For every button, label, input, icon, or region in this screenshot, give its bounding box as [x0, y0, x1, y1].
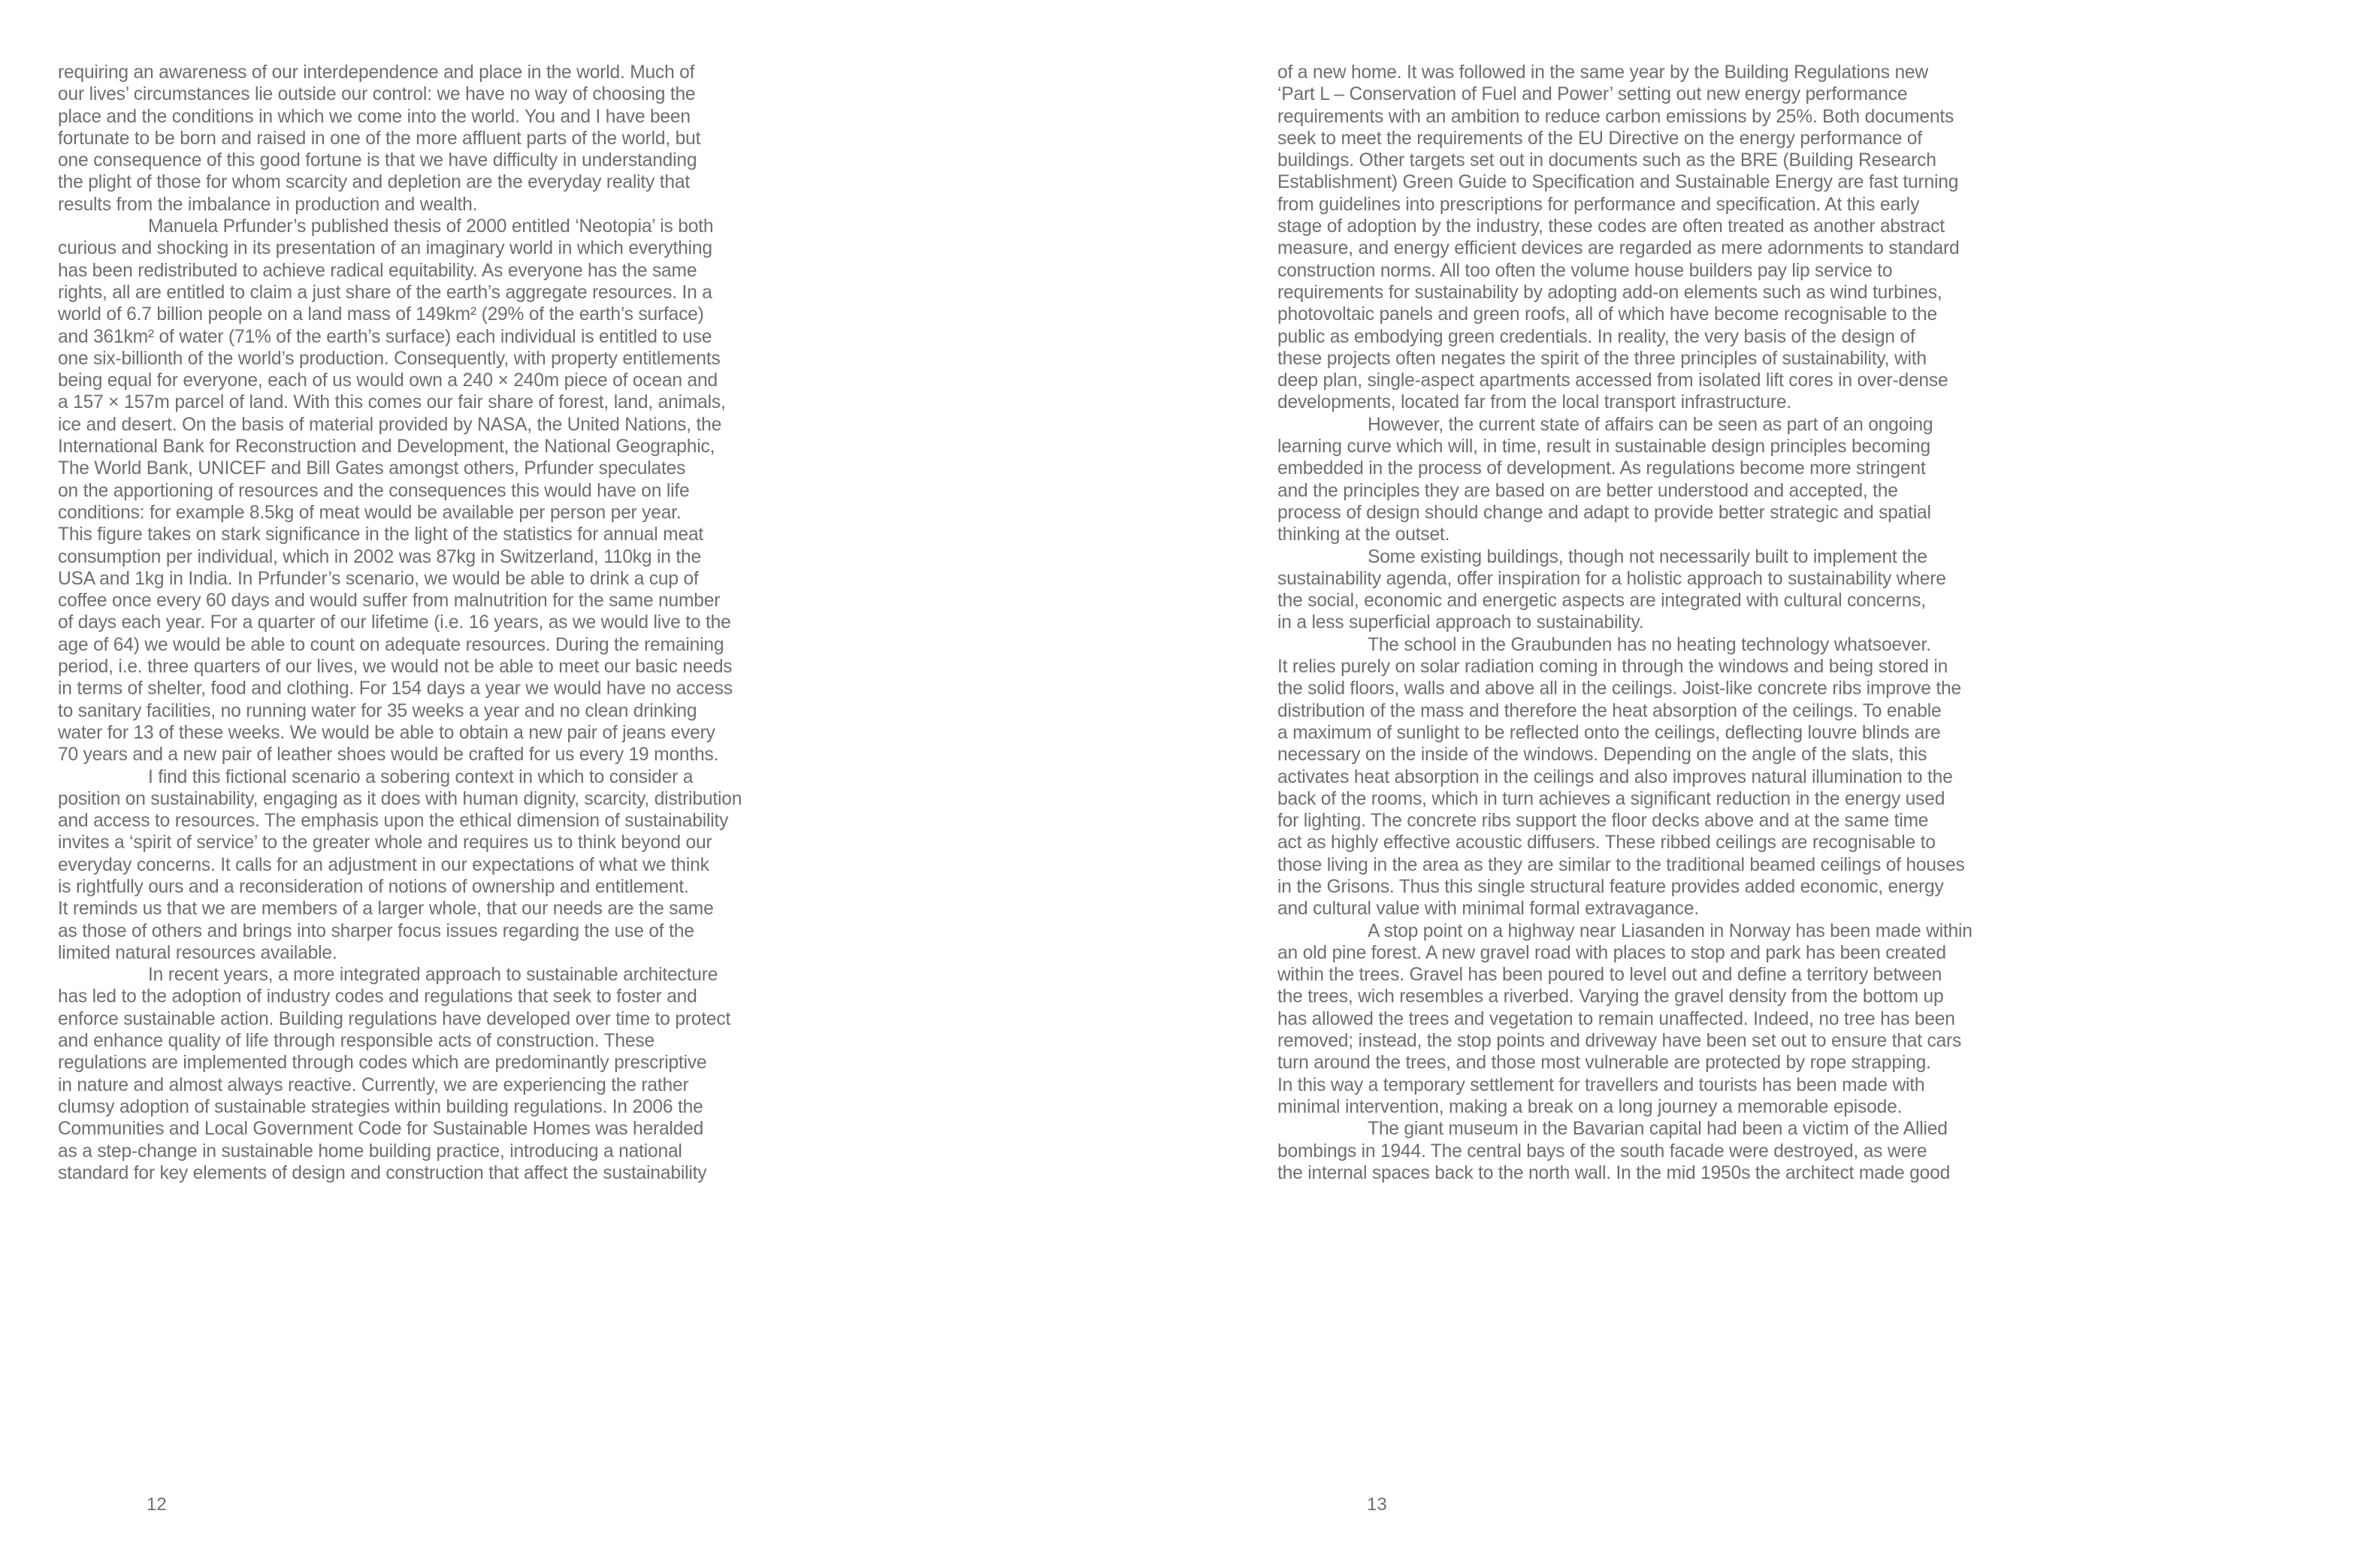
text-line: has been redistributed to achieve radical equitability. As everyone has the same	[58, 260, 697, 281]
text-line: as a step-change in sustainable home building practice, introducing a national	[58, 1141, 682, 1162]
text-line: and 361km² of water (71% of the earth’s surface) each individual is entitled to use	[58, 326, 712, 347]
text-line: for lighting. The concrete ribs support the floor decks above and at the same time	[1277, 811, 1929, 832]
text-line: This figure takes on stark significance in the light of the statistics for annual meat	[58, 524, 704, 545]
text-line: photovoltaic panels and green roofs, all of which have become recognisable to the	[1277, 304, 1937, 325]
text-line: ‘Part L – Conservation of Fuel and Power’ setting out new energy performance	[1277, 84, 1908, 105]
text-line: act as highly effective acoustic diffusers. These ribbed ceilings are recognisable to	[1277, 832, 1936, 853]
text-line: limited natural resources available.	[58, 942, 337, 963]
text-line: bombings in 1944. The central bays of the south facade were destroyed, as were	[1277, 1141, 1927, 1162]
text-line: necessary on the inside of the windows. Depending on the angle of the slats, this	[1277, 745, 1927, 766]
text-line: regulations are implemented through codes which are predominantly prescriptive	[58, 1053, 707, 1074]
text-line: turn around the trees, and those most vulnerable are protected by rope strapping.	[1277, 1053, 1931, 1074]
text-line: a maximum of sunlight to be reflected onto the ceilings, deflecting louvre blinds are	[1277, 722, 1941, 743]
text-line: 70 years and a new pair of leather shoes would be crafted for us every 19 months.	[58, 745, 719, 766]
text-line: coffee once every 60 days and would suffer from malnutrition for the same number	[58, 591, 721, 612]
text-line: embedded in the process of development. As regulations become more stringent	[1277, 458, 1926, 479]
text-line: Communities and Local Government Code for Sustainable Homes was heralded	[58, 1119, 704, 1140]
text-line: sustainability agenda, offer inspiration for a holistic approach to sustainability where	[1277, 568, 1946, 589]
text-line: invites a ‘spirit of service’ to the greater whole and requires us to think beyond our	[58, 832, 712, 853]
text-line: of days each year. For a quarter of our lifetime (i.e. 16 years, as we would live to the	[58, 612, 731, 633]
text-line: activates heat absorption in the ceilings and also improves natural illumination to the	[1277, 766, 1953, 787]
text-line: curious and shocking in its presentation of an imaginary world in which everything	[58, 238, 712, 259]
text-line: standard for key elements of design and construction that affect the sustainability	[58, 1162, 707, 1183]
text-line: The giant museum in the Bavarian capital had been a victim of the Allied	[1368, 1119, 1948, 1140]
text-line: age of 64) we would be able to count on adequate resources. During the remaining	[58, 634, 724, 655]
text-line: It relies purely on solar radiation coming in through the windows and being stored in	[1277, 657, 1948, 678]
text-line: our lives’ circumstances lie outside our control: we have no way of choosing the	[58, 84, 696, 105]
text-line: The school in the Graubunden has no heating technology whatsoever.	[1368, 634, 1931, 655]
text-line: back of the rooms, which in turn achieves a significant reduction in the energy used	[1277, 788, 1945, 809]
text-line: and cultural value with minimal formal extravagance.	[1277, 899, 1699, 920]
text-line: world of 6.7 billion people on a land mass of 149km² (29% of the earth’s surface)	[58, 304, 704, 325]
text-line: The World Bank, UNICEF and Bill Gates amongst others, Prfunder speculates	[58, 458, 686, 479]
text-line: USA and 1kg in India. In Prfunder’s scenario, we would be able to drink a cup of	[58, 568, 699, 589]
text-line: the trees, wich resembles a riverbed. Varying the gravel density from the bottom up	[1277, 986, 1944, 1008]
text-line: period, i.e. three quarters of our lives, we would not be able to meet our basic needs	[58, 657, 733, 678]
text-line: in nature and almost always reactive. Currently, we are experiencing the rather	[58, 1074, 689, 1095]
text-line: construction norms. All too often the volume house builders pay lip service to	[1277, 260, 1893, 281]
text-line: a 157 × 157m parcel of land. With this comes our fair share of forest, land, animals,	[58, 392, 726, 413]
text-line: minimal intervention, making a break on a long journey a memorable episode.	[1277, 1096, 1903, 1117]
text-line: ice and desert. On the basis of material provided by NASA, the United Nations, the	[58, 414, 722, 435]
text-line: process of design should change and adapt to provide better strategic and spatial	[1277, 502, 1931, 523]
text-line: seek to meet the requirements of the EU Directive on the energy performance of	[1277, 128, 1922, 149]
text-line: the plight of those for whom scarcity and depletion are the everyday reality that	[58, 172, 690, 193]
text-line: Some existing buildings, though not necessarily built to implement the	[1368, 546, 1927, 567]
text-line: requiring an awareness of our interdependence and place in the world. Much of	[58, 62, 695, 83]
right-page	[1184, 0, 2367, 1568]
text-line: an old pine forest. A new gravel road with places to stop and park has been created	[1277, 942, 1946, 963]
text-line: stage of adoption by the industry, these codes are often treated as another abstract	[1277, 216, 1945, 237]
text-line: requirements for sustainability by adopting add-on elements such as wind turbines,	[1277, 282, 1942, 303]
text-line: the social, economic and energetic aspects are integrated with cultural concerns,	[1277, 591, 1926, 612]
text-line: Establishment) Green Guide to Specification and Sustainable Energy are fast turning	[1277, 172, 1959, 193]
text-line: position on sustainability, engaging as it does with human dignity, scarcity, distribution	[58, 788, 742, 809]
text-line: everyday concerns. It calls for an adjustment in our expectations of what we think	[58, 854, 709, 875]
text-line: conditions: for example 8.5kg of meat would be available per person per year.	[58, 502, 682, 523]
text-line: being equal for everyone, each of us would own a 240 × 240m piece of ocean and	[58, 370, 718, 391]
text-line: on the apportioning of resources and the consequences this would have on life	[58, 480, 690, 501]
text-line: distribution of the mass and therefore the heat absorption of the ceilings. To enable	[1277, 700, 1942, 721]
text-line: and the principles they are based on are better understood and accepted, the	[1277, 480, 1898, 501]
text-line: International Bank for Reconstruction and Development, the National Geographic,	[58, 437, 715, 458]
text-line: learning curve which will, in time, result in sustainable design principles becoming	[1277, 437, 1931, 458]
text-line: one six-billionth of the world’s production. Consequently, with property entitlements	[58, 348, 721, 369]
text-line: from guidelines into prescriptions for performance and specification. At this early	[1277, 194, 1920, 215]
text-line: Manuela Prfunder’s published thesis of 2000 entitled ‘Neotopia’ is both	[148, 216, 714, 237]
text-line: in a less superficial approach to sustainability.	[1277, 612, 1644, 633]
text-line: fortunate to be born and raised in one of the more affluent parts of the world, but	[58, 128, 701, 149]
right-page-number: 13	[1367, 1494, 1387, 1515]
text-line: these projects often negates the spirit of the three principles of sustainability, with	[1277, 348, 1927, 369]
text-line: consumption per individual, which in 2002 was 87kg in Switzerland, 110kg in the	[58, 546, 701, 567]
text-line: thinking at the outset.	[1277, 524, 1450, 545]
text-line: one consequence of this good fortune is that we have difficulty in understanding	[58, 150, 697, 171]
text-line: and enhance quality of life through responsible acts of construction. These	[58, 1031, 654, 1052]
text-line: in terms of shelter, food and clothing. For 154 days a year we would have no access	[58, 678, 733, 699]
text-line: place and the conditions in which we come into the world. You and I have been	[58, 106, 691, 127]
text-line: results from the imbalance in production and wealth.	[58, 194, 478, 215]
text-line: within the trees. Gravel has been poured to level out and define a territory between	[1277, 965, 1942, 986]
text-line: removed; instead, the stop points and driveway have been set out to ensure that cars	[1277, 1031, 1962, 1052]
text-line: is rightfully ours and a reconsideration of notions of ownership and entitlement.	[58, 876, 689, 897]
text-line: rights, all are entitled to claim a just share of the earth’s aggregate resources. In a	[58, 282, 712, 303]
text-line: In this way a temporary settlement for travellers and tourists has been made with	[1277, 1074, 1925, 1095]
left-page-text	[58, 62, 742, 1184]
text-line: clumsy adoption of sustainable strategies within building regulations. In 2006 the	[58, 1096, 703, 1117]
text-line: water for 13 of these weeks. We would be able to obtain a new pair of jeans every	[58, 722, 715, 743]
text-line: those living in the area as they are similar to the traditional beamed ceilings of houses	[1277, 854, 1965, 875]
text-line: of a new home. It was followed in the same year by the Building Regulations new	[1277, 62, 1928, 83]
text-line: It reminds us that we are members of a larger whole, that our needs are the same	[58, 899, 714, 920]
text-line: to sanitary facilities, no running water for 35 weeks a year and no clean drinking	[58, 700, 697, 721]
text-line: and access to resources. The emphasis upon the ethical dimension of sustainability	[58, 811, 729, 832]
text-line: I find this fictional scenario a sobering context in which to consider a	[148, 766, 694, 787]
right-page-text	[1277, 62, 1972, 1184]
text-line: requirements with an ambition to reduce carbon emissions by 25%. Both documents	[1277, 106, 1954, 127]
left-page-number: 12	[147, 1494, 167, 1515]
text-line: A stop point on a highway near Liasanden in Norway has been made within	[1368, 920, 1972, 941]
text-line: buildings. Other targets set out in documents such as the BRE (Building Research	[1277, 150, 1936, 171]
text-line: enforce sustainable action. Building regulations have developed over time to protect	[58, 1008, 731, 1029]
text-line: public as embodying green credentials. In reality, the very basis of the design of	[1277, 326, 1915, 347]
text-line: In recent years, a more integrated approach to sustainable architecture	[148, 965, 718, 986]
text-line: the internal spaces back to the north wall. In the mid 1950s the architect made good	[1277, 1162, 1951, 1183]
text-line: has allowed the trees and vegetation to remain unaffected. Indeed, no tree has been	[1277, 1008, 1955, 1029]
text-line: developments, located far from the local transport infrastructure.	[1277, 392, 1791, 413]
text-line: in the Grisons. Thus this single structural feature provides added economic, energy	[1277, 876, 1944, 897]
text-line: has led to the adoption of industry codes and regulations that seek to foster and	[58, 986, 697, 1008]
text-line: deep plan, single-aspect apartments accessed from isolated lift cores in over-dense	[1277, 370, 1948, 391]
text-line: measure, and energy efficient devices are regarded as mere adornments to standard	[1277, 238, 1960, 259]
text-line: the solid floors, walls and above all in the ceilings. Joist-like concrete ribs improve the	[1277, 678, 1961, 699]
text-line: as those of others and brings into sharper focus issues regarding the use of the	[58, 920, 694, 941]
text-line: However, the current state of affairs can be seen as part of an ongoing	[1368, 414, 1933, 435]
